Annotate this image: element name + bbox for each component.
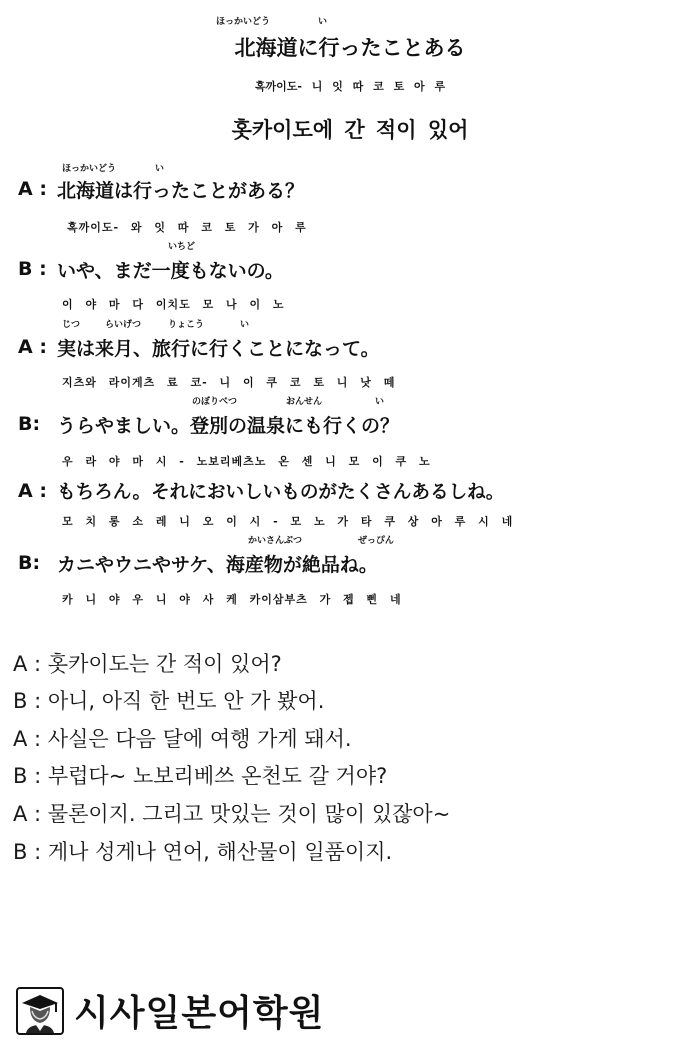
translation-line: A : 물론이지. 그리고 맛있는 것이 많이 있잖아~ <box>13 802 451 826</box>
translation-line: A : 홋카이도는 간 적이 있어? <box>13 652 282 676</box>
pronunciation-line: 카 니 야 우 니 야 사 케 카이삼부츠 가 젭 삔 네 <box>62 593 402 606</box>
speaker-label: B: <box>18 413 41 435</box>
ruby: い <box>375 397 385 407</box>
dialogue-line: 実は来月、旅行に行くことになって。 <box>57 338 380 360</box>
title-korean: 홋카이도에 간 적이 있어 <box>231 118 469 142</box>
graduate-icon <box>16 987 64 1035</box>
translation-line: A : 사실은 다음 달에 여행 가게 돼서. <box>13 727 352 751</box>
ruby: い <box>240 320 250 330</box>
speaker-label: A : <box>18 336 47 358</box>
speaker-label: A : <box>18 178 47 200</box>
ruby: い <box>155 164 165 174</box>
speaker-label: B : <box>18 258 47 280</box>
speaker-label: B: <box>18 552 41 574</box>
ruby: いちど <box>168 242 196 252</box>
ruby: かいさんぶつ <box>248 536 303 546</box>
logo-text: 시사일본어학원 <box>74 993 325 1034</box>
ruby: おんせん <box>286 397 323 407</box>
dialogue-line: もちろん。それにおいしいものがたくさんあるしね。 <box>57 482 505 503</box>
pronunciation-line: 이 야 마 다 이치도 모 나 이 노 <box>62 298 285 311</box>
pronunciation-line: 지츠와 라이게츠 료 코- 니 이 쿠 코 토 니 낫 떼 <box>62 376 396 389</box>
title-japanese: 北海道に行ったことある <box>234 36 466 60</box>
ruby: ほっかいどう <box>62 164 117 174</box>
title-ruby-hokkaido: ほっかいどう <box>216 17 271 27</box>
translation-line: B : 부럽다~ 노보리베쓰 온천도 갈 거야? <box>13 764 388 788</box>
speaker-label: A : <box>18 480 47 502</box>
dialogue-line: うらやましい。登別の温泉にも行くの？ <box>57 415 400 437</box>
footer-logo <box>16 985 324 1036</box>
pronunciation-line: 우 라 야 마 시 - 노보리베츠노 온 센 니 모 이 쿠 노 <box>62 455 431 468</box>
dialogue-line: 北海道は行ったことがある？ <box>57 180 305 202</box>
translation-line: B : 아니, 아직 한 번도 안 가 봤어. <box>13 689 325 713</box>
ruby: のぼりべつ <box>192 397 238 407</box>
ruby: らいげつ <box>105 320 142 330</box>
pronunciation-line: 모 치 롱 소 레 니 오 이 시 - 모 노 가 타 쿠 상 아 루 시 네 <box>62 515 514 528</box>
title-ruby-i: い <box>318 17 328 27</box>
ruby: りょこう <box>168 320 205 330</box>
translation-line: B : 게나 성게나 연어, 해산물이 일품이지. <box>13 840 393 864</box>
ruby: じつ <box>62 320 81 330</box>
ruby: ぜっぴん <box>358 536 394 546</box>
dialogue-line: いや、まだ一度もないの。 <box>57 260 284 282</box>
pronunciation-line: 혹까이도- 와 잇 따 코 토 가 아 루 <box>67 221 307 234</box>
dialogue-line: カニやウニやサケ、海産物が絶品ね。 <box>57 554 378 576</box>
title-pronunciation: 혹까이도- 니 잇 따 코 토 아 루 <box>254 80 446 93</box>
